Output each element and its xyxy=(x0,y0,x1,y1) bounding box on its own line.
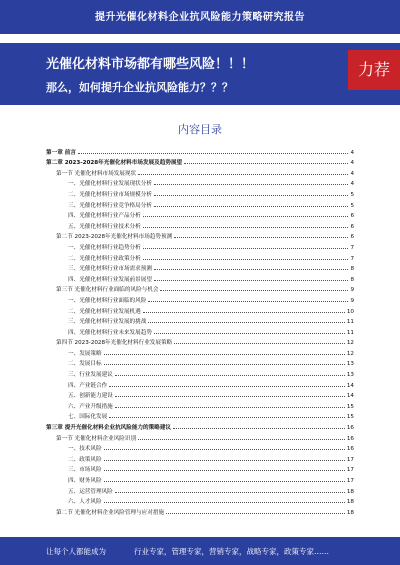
toc-entry[interactable] xyxy=(46,283,354,294)
toc-entry[interactable] xyxy=(46,389,354,400)
toc-entry[interactable] xyxy=(46,452,354,463)
toc-leader-dots xyxy=(174,343,345,344)
toc-entry-label: 第一节 光催化材料企业风险识别 xyxy=(56,435,137,442)
toc-leader-dots xyxy=(138,174,348,175)
toc-entry[interactable] xyxy=(46,431,354,442)
toc-entry[interactable] xyxy=(46,420,354,431)
toc-entry[interactable] xyxy=(46,240,354,251)
toc-entry[interactable] xyxy=(46,166,354,177)
toc-leader-dots xyxy=(160,290,348,291)
toc-entry-page: 14 xyxy=(346,393,354,400)
toc-entry-page: 10 xyxy=(346,308,354,315)
toc-leader-dots xyxy=(104,354,345,355)
toc-entry-page: 8 xyxy=(350,266,354,273)
toc-entry-label: 二、光催化材料行业发展机遇 xyxy=(68,308,141,315)
footer-roles: 行业专家，管理专家，营销专家，战略专家，政策专家…… xyxy=(134,547,329,556)
toc-leader-dots xyxy=(154,333,345,334)
toc-entry-label: 三、行业发展建议 xyxy=(68,372,113,379)
toc-leader-dots xyxy=(166,513,345,514)
toc-entry-label: 二、发展目标 xyxy=(68,361,102,368)
toc-leader-dots xyxy=(154,269,349,270)
toc-entry-label: 四、财务风险 xyxy=(68,478,102,484)
toc-entry-page: 12 xyxy=(346,340,354,347)
toc-entry-page: 7 xyxy=(350,244,354,251)
toc-entry-page: 16 xyxy=(346,446,354,453)
toc-entry[interactable] xyxy=(46,495,354,506)
toc-entry-page: 18 xyxy=(346,499,354,506)
toc-leader-dots xyxy=(173,428,345,429)
toc-entry-page: 16 xyxy=(346,435,354,442)
toc-entry-label: 第一节 光催化材料市场发展现状 xyxy=(56,170,137,177)
toc-entry-label: 第二章 2023-2028年光催化材料市场发展及趋势展望 xyxy=(46,160,183,167)
toc-entry[interactable] xyxy=(46,272,354,283)
toc-leader-dots xyxy=(143,259,349,260)
toc-leader-dots xyxy=(154,195,349,196)
toc-entry-page: 17 xyxy=(346,478,354,484)
promo-headline: 光催化材料市场都有哪些风险！！！ xyxy=(46,57,255,72)
toc-entry-label: 四、光催化材料行业未来发展趋势 xyxy=(68,329,152,336)
toc-entry-label: 第二节 2023-2028年光催化材料市场趋势预测 xyxy=(56,234,173,241)
bottom-banner xyxy=(0,537,400,565)
toc-leader-dots xyxy=(109,386,345,387)
recommend-tag: 力荐 xyxy=(348,50,400,90)
toc-entry-label: 一、光催化材料行业趋势分析 xyxy=(68,244,141,251)
toc-leader-dots xyxy=(78,153,349,154)
toc-leader-dots xyxy=(115,375,345,376)
toc-entry[interactable] xyxy=(46,346,354,357)
toc-leader-dots xyxy=(154,184,349,185)
toc-leader-dots xyxy=(143,312,345,313)
toc-entry-page: 16 xyxy=(346,425,354,432)
toc-entry-label: 五、光催化材料行业技术分析 xyxy=(68,223,141,230)
toc-entry-page: 9 xyxy=(350,297,354,304)
toc-entry[interactable] xyxy=(46,367,354,378)
toc-leader-dots xyxy=(184,163,348,164)
toc-entry-page: 6 xyxy=(350,234,354,241)
toc-entry-page: 5 xyxy=(350,191,354,198)
toc-entry[interactable] xyxy=(46,230,354,241)
toc-entry-page: 8 xyxy=(350,276,354,283)
toc-entry-label: 三、市场风险 xyxy=(68,467,102,474)
toc-title: 内容目录 xyxy=(178,123,222,136)
toc-entry[interactable] xyxy=(46,442,354,453)
toc-entry-page: 17 xyxy=(346,456,354,463)
report-title: 提升光催化材料企业抗风险能力策略研究报告 xyxy=(95,12,305,23)
toc-entry-page: 4 xyxy=(350,149,354,156)
toc-leader-dots xyxy=(115,396,345,397)
toc-entry[interactable] xyxy=(46,484,354,495)
toc-entry[interactable] xyxy=(46,304,354,315)
toc-entry[interactable] xyxy=(46,336,354,347)
toc-entry[interactable] xyxy=(46,145,354,156)
toc-leader-dots xyxy=(104,449,345,450)
toc-entry[interactable] xyxy=(46,293,354,304)
toc-entry-label: 七、国际化发展 xyxy=(68,414,108,421)
toc-entry-label: 三、光催化材料行业市场需求预测 xyxy=(68,266,152,273)
toc-entry-page: 17 xyxy=(346,467,354,474)
toc-entry-page: 11 xyxy=(346,319,354,326)
toc-entry-label: 第三节 光催化材料行业面临的风险与机会 xyxy=(56,287,159,294)
toc-leader-dots xyxy=(104,364,345,365)
toc-leader-dots xyxy=(143,216,349,217)
toc-entry[interactable] xyxy=(46,463,354,474)
toc-entry-page: 7 xyxy=(350,255,354,262)
toc-leader-dots xyxy=(148,322,345,323)
toc-entry[interactable] xyxy=(46,315,354,326)
toc-entry[interactable] xyxy=(46,357,354,368)
toc-entry-label: 五、创新能力建设 xyxy=(68,393,113,400)
toc-entry-page: 11 xyxy=(346,329,354,336)
toc-entry-page: 6 xyxy=(350,223,354,230)
toc-entry-label: 一、光催化材料行业面临的风险 xyxy=(68,297,147,304)
toc-entry-label: 六、人才风险 xyxy=(68,499,102,506)
toc-leader-dots xyxy=(143,227,349,228)
toc-entry-page: 18 xyxy=(346,488,354,495)
toc-entry-label: 四、光催化材料行业发展前景展望 xyxy=(68,276,152,283)
toc-leader-dots xyxy=(143,248,349,249)
toc-leader-dots xyxy=(104,481,345,482)
toc-entry[interactable] xyxy=(46,209,354,220)
toc-entry[interactable] xyxy=(46,505,354,516)
promo-banner xyxy=(0,43,400,105)
toc-entry-label: 三、光催化材料行业发展的挑战 xyxy=(68,319,147,326)
toc-entry-page: 12 xyxy=(346,350,354,357)
toc-entry-page: 6 xyxy=(350,213,354,220)
toc-entry-label: 四、光催化材料行业产品分析 xyxy=(68,213,141,220)
toc-entry-page: 4 xyxy=(350,181,354,188)
toc-entry-label: 一、光催化材料行业发展现状分析 xyxy=(68,181,152,188)
toc-entry[interactable] xyxy=(46,378,354,389)
toc-entry-label: 二、光催化材料行业市场规模分析 xyxy=(68,191,152,198)
toc-entry-label: 第四节 2023-2028年光催化材料行业发展策略 xyxy=(56,340,173,347)
toc-entry[interactable] xyxy=(46,325,354,336)
toc-entry[interactable] xyxy=(46,156,354,167)
toc-entry-label: 一、发展策略 xyxy=(68,350,102,357)
toc-entry-page: 5 xyxy=(350,202,354,209)
toc-entry-page: 4 xyxy=(350,160,354,167)
toc-leader-dots xyxy=(109,417,345,418)
footer-slogan: 让每个人都能成为 xyxy=(46,547,106,556)
table-of-contents xyxy=(46,145,354,516)
toc-leader-dots xyxy=(104,502,345,503)
toc-leader-dots xyxy=(174,237,348,238)
toc-entry[interactable] xyxy=(46,198,354,209)
toc-entry-label: 六、产业升级措施 xyxy=(68,403,113,410)
toc-entry-label: 五、运营管理风险 xyxy=(68,488,113,495)
toc-entry[interactable] xyxy=(46,410,354,421)
promo-subheadline: 那么，如何提升企业抗风险能力？？？ xyxy=(46,81,233,94)
toc-entry-label: 二、政策风险 xyxy=(68,456,102,463)
toc-entry-label: 第一章 前言 xyxy=(46,149,76,156)
toc-leader-dots xyxy=(115,492,345,493)
toc-entry[interactable] xyxy=(46,177,354,188)
toc-entry-label: 二、光催化材料行业政策分析 xyxy=(68,255,141,262)
toc-leader-dots xyxy=(148,301,348,302)
toc-entry[interactable] xyxy=(46,399,354,410)
toc-entry-label: 三、光催化材料行业竞争格局分析 xyxy=(68,202,152,209)
top-banner xyxy=(0,0,400,34)
toc-leader-dots xyxy=(104,460,345,461)
toc-entry-page: 4 xyxy=(350,170,354,177)
toc-leader-dots xyxy=(138,439,345,440)
toc-entry-page: 9 xyxy=(350,287,354,294)
toc-entry-page: 14 xyxy=(346,382,354,389)
toc-entry-page: 13 xyxy=(346,361,354,368)
toc-entry-label: 一、技术风险 xyxy=(68,446,102,453)
toc-leader-dots xyxy=(104,470,345,471)
toc-leader-dots xyxy=(115,407,345,408)
toc-entry[interactable] xyxy=(46,219,354,230)
toc-entry-label: 第三章 提升光催化材料企业抗风险能力的策略建议 xyxy=(46,425,172,432)
toc-entry[interactable] xyxy=(46,262,354,273)
toc-entry-page: 15 xyxy=(346,403,354,410)
toc-entry-page: 18 xyxy=(346,509,354,516)
toc-entry-label: 第二节 光催化材料企业风险管理与应对措施 xyxy=(56,509,165,516)
toc-leader-dots xyxy=(154,280,349,281)
toc-entry[interactable] xyxy=(46,473,354,484)
toc-entry[interactable] xyxy=(46,187,354,198)
toc-entry-page: 13 xyxy=(346,372,354,379)
toc-leader-dots xyxy=(154,206,349,207)
toc-entry-label: 四、产业链合作 xyxy=(68,382,108,389)
toc-entry-page: 15 xyxy=(346,414,354,421)
toc-entry[interactable] xyxy=(46,251,354,262)
